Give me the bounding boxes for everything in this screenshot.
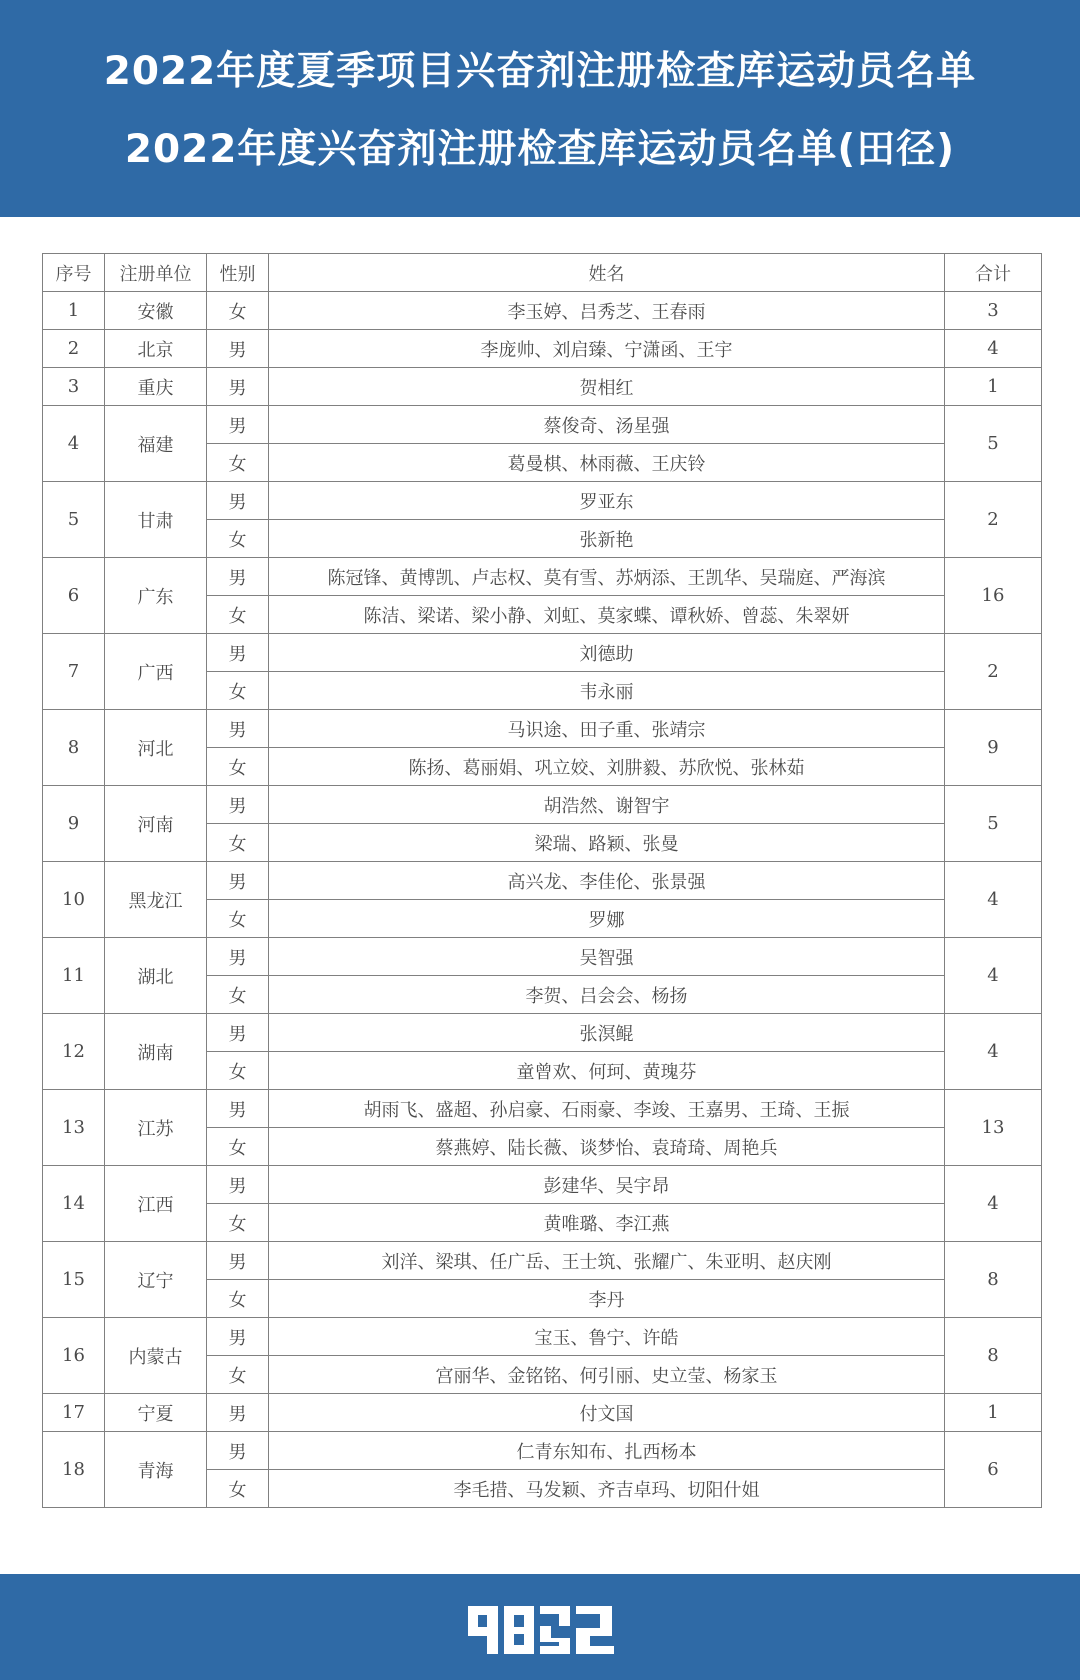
table-row	[43, 330, 1042, 368]
registration-unit: 重庆	[105, 368, 207, 406]
gender-cell: 男	[207, 1318, 269, 1356]
gender-cell: 男	[207, 862, 269, 900]
gender-cell: 女	[207, 900, 269, 938]
document-sheet	[20, 226, 1060, 1558]
table-row	[43, 1432, 1042, 1470]
registration-unit: 北京	[105, 330, 207, 368]
gender-cell: 男	[207, 1166, 269, 1204]
registration-unit: 辽宁	[105, 1242, 207, 1318]
page-subtitle: 2022年度兴奋剂注册检查库运动员名单(田径)	[124, 127, 956, 172]
gender-cell: 男	[207, 1394, 269, 1432]
row-number: 15	[43, 1242, 105, 1318]
total-cell: 8	[945, 1242, 1042, 1318]
gender-cell: 男	[207, 1090, 269, 1128]
gender-cell: 男	[207, 1014, 269, 1052]
names-cell: 黄唯璐、李江燕	[269, 1204, 945, 1242]
registration-unit: 广西	[105, 634, 207, 710]
brand-logo	[466, 1602, 616, 1658]
names-cell: 罗亚东	[269, 482, 945, 520]
gender-cell: 男	[207, 634, 269, 672]
gender-cell: 女	[207, 1470, 269, 1508]
gender-cell: 女	[207, 1128, 269, 1166]
names-cell: 蔡燕婷、陆长薇、谈梦怡、袁琦琦、周艳兵	[269, 1128, 945, 1166]
gender-cell: 男	[207, 786, 269, 824]
names-cell: 张新艳	[269, 520, 945, 558]
row-number: 11	[43, 938, 105, 1014]
names-cell: 童曾欢、何珂、黄瑰芬	[269, 1052, 945, 1090]
table-row	[43, 1166, 1042, 1204]
names-cell: 李庞帅、刘启臻、宁潇函、王宇	[269, 330, 945, 368]
registration-unit: 河北	[105, 710, 207, 786]
table-row	[43, 406, 1042, 444]
column-header: 性别	[207, 254, 269, 292]
table-row	[43, 786, 1042, 824]
registration-unit: 甘肃	[105, 482, 207, 558]
gender-cell: 女	[207, 292, 269, 330]
table-row	[43, 1394, 1042, 1432]
gender-cell: 女	[207, 520, 269, 558]
row-number: 5	[43, 482, 105, 558]
gender-cell: 女	[207, 1280, 269, 1318]
names-cell: 梁瑞、路颖、张曼	[269, 824, 945, 862]
row-number: 18	[43, 1432, 105, 1508]
registration-unit: 黑龙江	[105, 862, 207, 938]
gender-cell: 女	[207, 976, 269, 1014]
registration-unit: 宁夏	[105, 1394, 207, 1432]
gender-cell: 女	[207, 1052, 269, 1090]
total-cell: 4	[945, 1014, 1042, 1090]
total-cell: 16	[945, 558, 1042, 634]
total-cell: 9	[945, 710, 1042, 786]
gender-cell: 女	[207, 596, 269, 634]
names-cell: 张溟鲲	[269, 1014, 945, 1052]
row-number: 2	[43, 330, 105, 368]
gender-cell: 男	[207, 330, 269, 368]
names-cell: 李丹	[269, 1280, 945, 1318]
row-number: 12	[43, 1014, 105, 1090]
registration-unit: 湖南	[105, 1014, 207, 1090]
header-banner	[0, 0, 1080, 217]
total-cell: 3	[945, 292, 1042, 330]
names-cell: 陈洁、梁诺、梁小静、刘虹、莫家蝶、谭秋娇、曾蕊、朱翠妍	[269, 596, 945, 634]
row-number: 10	[43, 862, 105, 938]
names-cell: 刘德助	[269, 634, 945, 672]
total-cell: 5	[945, 406, 1042, 482]
total-cell: 13	[945, 1090, 1042, 1166]
athlete-table	[42, 253, 1042, 1508]
names-cell: 高兴龙、李佳伦、张景强	[269, 862, 945, 900]
total-cell: 4	[945, 938, 1042, 1014]
table-row	[43, 368, 1042, 406]
registration-unit: 湖北	[105, 938, 207, 1014]
row-number: 7	[43, 634, 105, 710]
names-cell: 李贺、吕会会、杨扬	[269, 976, 945, 1014]
table-row	[43, 634, 1042, 672]
names-cell: 韦永丽	[269, 672, 945, 710]
row-number: 16	[43, 1318, 105, 1394]
gender-cell: 男	[207, 710, 269, 748]
names-cell: 罗娜	[269, 900, 945, 938]
page-title: 2022年度夏季项目兴奋剂注册检查库运动员名单	[103, 49, 977, 94]
gender-cell: 女	[207, 824, 269, 862]
names-cell: 吴智强	[269, 938, 945, 976]
row-number: 4	[43, 406, 105, 482]
registration-unit: 江西	[105, 1166, 207, 1242]
table-row	[43, 482, 1042, 520]
column-header: 姓名	[269, 254, 945, 292]
row-number: 6	[43, 558, 105, 634]
table-row	[43, 862, 1042, 900]
gender-cell: 女	[207, 444, 269, 482]
table-row	[43, 558, 1042, 596]
row-number: 1	[43, 292, 105, 330]
gender-cell: 女	[207, 1356, 269, 1394]
gender-cell: 男	[207, 368, 269, 406]
row-number: 13	[43, 1090, 105, 1166]
gender-cell: 女	[207, 748, 269, 786]
total-cell: 5	[945, 786, 1042, 862]
names-cell: 宫丽华、金铭铭、何引丽、史立莹、杨家玉	[269, 1356, 945, 1394]
gender-cell: 男	[207, 482, 269, 520]
row-number: 8	[43, 710, 105, 786]
total-cell: 4	[945, 862, 1042, 938]
gender-cell: 女	[207, 1204, 269, 1242]
total-cell: 8	[945, 1318, 1042, 1394]
gender-cell: 女	[207, 672, 269, 710]
names-cell: 蔡俊奇、汤星强	[269, 406, 945, 444]
row-number: 3	[43, 368, 105, 406]
gender-cell: 男	[207, 1242, 269, 1280]
row-number: 9	[43, 786, 105, 862]
column-header: 序号	[43, 254, 105, 292]
total-cell: 1	[945, 1394, 1042, 1432]
names-cell: 马识途、田子重、张靖宗	[269, 710, 945, 748]
total-cell: 6	[945, 1432, 1042, 1508]
logo-mark-icon	[468, 1606, 614, 1654]
names-cell: 葛曼棋、林雨薇、王庆铃	[269, 444, 945, 482]
names-cell: 胡浩然、谢智宇	[269, 786, 945, 824]
gender-cell: 男	[207, 406, 269, 444]
column-header: 注册单位	[105, 254, 207, 292]
table-row	[43, 1014, 1042, 1052]
names-cell: 宝玉、鲁宁、许皓	[269, 1318, 945, 1356]
total-cell: 4	[945, 330, 1042, 368]
total-cell: 2	[945, 482, 1042, 558]
table-row	[43, 1318, 1042, 1356]
names-cell: 贺相红	[269, 368, 945, 406]
table-row	[43, 1090, 1042, 1128]
table-row	[43, 1242, 1042, 1280]
registration-unit: 河南	[105, 786, 207, 862]
gender-cell: 男	[207, 558, 269, 596]
names-cell: 仁青东知布、扎西杨本	[269, 1432, 945, 1470]
names-cell: 李玉婷、吕秀芝、王春雨	[269, 292, 945, 330]
table-row	[43, 292, 1042, 330]
row-number: 14	[43, 1166, 105, 1242]
table-header-row	[43, 254, 1042, 292]
names-cell: 陈冠锋、黄博凯、卢志权、莫有雪、苏炳添、王凯华、吴瑞庭、严海滨	[269, 558, 945, 596]
row-number: 17	[43, 1394, 105, 1432]
names-cell: 刘洋、梁琪、任广岳、王士筑、张耀广、朱亚明、赵庆刚	[269, 1242, 945, 1280]
column-header: 合计	[945, 254, 1042, 292]
registration-unit: 内蒙古	[105, 1318, 207, 1394]
registration-unit: 青海	[105, 1432, 207, 1508]
gender-cell: 男	[207, 938, 269, 976]
registration-unit: 江苏	[105, 1090, 207, 1166]
table-body	[43, 292, 1042, 1508]
gender-cell: 男	[207, 1432, 269, 1470]
names-cell: 付文国	[269, 1394, 945, 1432]
names-cell: 李毛措、马发颖、齐吉卓玛、切阳什姐	[269, 1470, 945, 1508]
names-cell: 陈扬、葛丽娟、巩立姣、刘肼毅、苏欣悦、张林茹	[269, 748, 945, 786]
registration-unit: 福建	[105, 406, 207, 482]
table-row	[43, 710, 1042, 748]
total-cell: 1	[945, 368, 1042, 406]
total-cell: 4	[945, 1166, 1042, 1242]
registration-unit: 广东	[105, 558, 207, 634]
names-cell: 彭建华、吴宇昂	[269, 1166, 945, 1204]
names-cell: 胡雨飞、盛超、孙启豪、石雨豪、李竣、王嘉男、王琦、王振	[269, 1090, 945, 1128]
total-cell: 2	[945, 634, 1042, 710]
registration-unit: 安徽	[105, 292, 207, 330]
table-row	[43, 938, 1042, 976]
